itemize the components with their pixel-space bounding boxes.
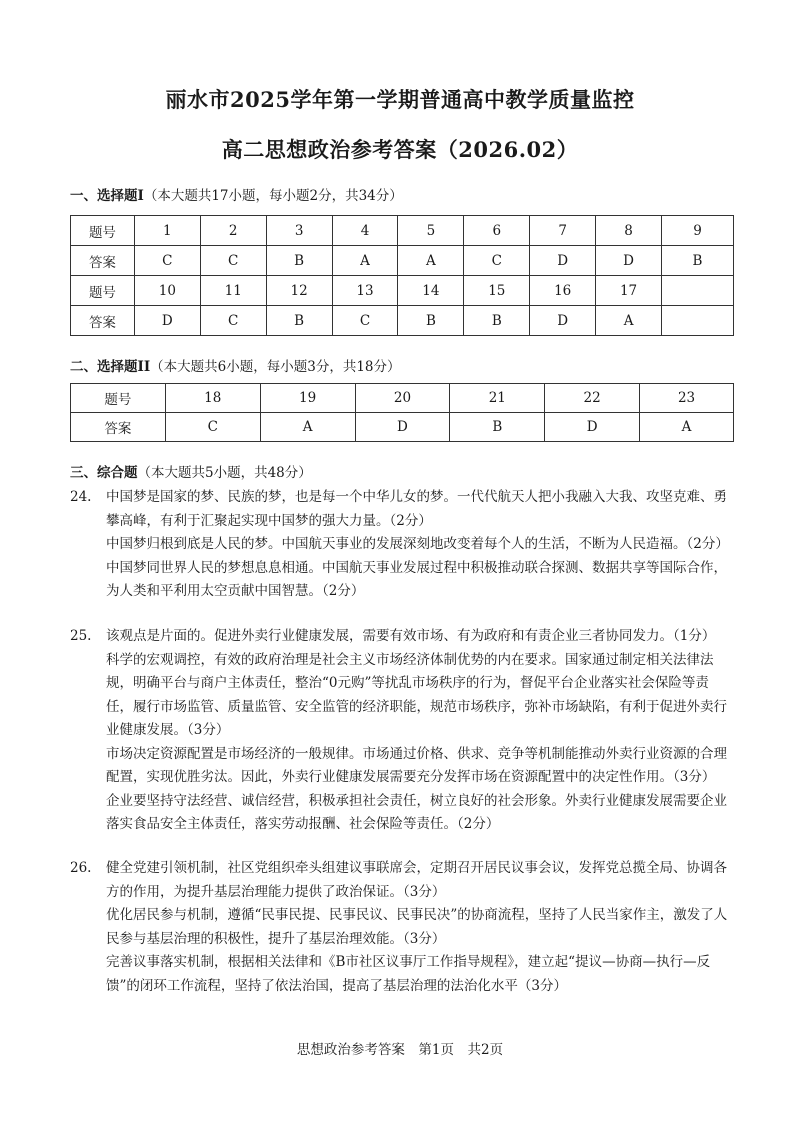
question-number: 25.	[70, 628, 92, 644]
table-cell: B	[450, 413, 545, 442]
table-cell: C	[165, 413, 260, 442]
question-26	[70, 857, 735, 998]
table-cell: 20	[355, 384, 450, 413]
table-cell: 4	[332, 216, 398, 246]
row-header-cell: 题号	[71, 276, 135, 306]
section-1-desc: （本大题共17小题，每小题2分，共34分）	[143, 188, 403, 204]
row-header-cell: 题号	[71, 384, 166, 413]
answer-paragraph: 中国梦同世界人民的梦想息息相通。中国航天事业发展过程中积极推动联合探测、数据共享等国际合作，为人类和平利用太空贡献中国智慧。（2分）	[106, 559, 727, 599]
table-cell: 19	[260, 384, 355, 413]
document-subtitle: 高二思想政治参考答案（2026.02）	[221, 137, 579, 162]
answer-paragraph: 完善议事落实机制，根据相关法律和《B市社区议事厅工作指导规程》，建立起“提议—协商—执行—反馈”的闭环工作流程，坚持了依法治国，提高了基层治理的法治化水平（3分）	[106, 954, 711, 994]
table-cell: A	[332, 246, 398, 276]
table-cell: C	[464, 246, 530, 276]
table-cell: B	[266, 246, 332, 276]
table-cell: 17	[596, 276, 662, 306]
table-cell: A	[398, 246, 464, 276]
table-cell: B	[266, 306, 332, 336]
table-cell: A	[596, 306, 662, 336]
answer-paragraph: 企业要坚持守法经营、诚信经营，积极承担社会责任，树立良好的社会形象。外卖行业健康发展需要企业落实食品安全主体责任，落实劳动报酬、社会保险等责任。（2分）	[106, 792, 727, 832]
table-cell: C	[200, 246, 266, 276]
table-cell: 15	[464, 276, 530, 306]
table-cell: D	[596, 246, 662, 276]
table-cell: D	[545, 413, 640, 442]
table-cell: 14	[398, 276, 464, 306]
question-number: 26.	[70, 860, 92, 876]
table-cell: B	[464, 306, 530, 336]
table-row	[71, 216, 734, 246]
section-3-heading	[70, 461, 312, 481]
table-row	[71, 384, 734, 413]
table-cell: 21	[450, 384, 545, 413]
answer-paragraph: 市场决定资源配置是市场经济的一般规律。市场通过价格、供求、竞争等机制能推动外卖行业资源的合理配置，实现优胜劣汰。因此，外卖行业健康发展需要充分发挥市场在资源配置中的决定性作用。（3分）	[106, 745, 727, 785]
row-header-cell: 题号	[71, 216, 135, 246]
table-row	[71, 306, 734, 336]
answer-paragraph: 中国梦归根到底是人民的梦。中国航天事业的发展深刻地改变着每个人的生活，不断为人民造福。（2分）	[106, 536, 729, 552]
section-2-desc: （本大题共6小题，每小题3分，共18分）	[150, 359, 401, 375]
table-cell: 1	[134, 216, 200, 246]
table-cell: C	[134, 246, 200, 276]
table-cell: 10	[134, 276, 200, 306]
table-cell: D	[355, 413, 450, 442]
answer-paragraph: 中国梦是国家的梦、民族的梦，也是每一个中华儿女的梦。一代代航天人把小我融入大我、攻坚克难、勇攀高峰，有利于汇聚起实现中国梦的强大力量。（2分）	[106, 489, 727, 529]
table-cell: 11	[200, 276, 266, 306]
table-cell: C	[332, 306, 398, 336]
answer-paragraph: 优化居民参与机制，遵循“民事民提、民事民议、民事民决”的协商流程，坚持了人民当家作主，激发了人民参与基层治理的积极性，提升了基层治理效能。（3分）	[106, 907, 728, 947]
table-cell: 18	[165, 384, 260, 413]
row-header-cell: 答案	[71, 306, 135, 336]
table-cell: 13	[332, 276, 398, 306]
table-cell: D	[134, 306, 200, 336]
answer-paragraph: 该观点是片面的。促进外卖行业健康发展，需要有效市场、有为政府和有责企业三者协同发力。（1分）	[106, 628, 716, 644]
table-cell	[662, 276, 734, 306]
document-title: 丽水市2025学年第一学期普通高中教学质量监控	[165, 87, 635, 112]
table-cell: 16	[530, 276, 596, 306]
table-row	[71, 246, 734, 276]
section-2-heading	[70, 355, 401, 375]
answer-table-2	[70, 383, 734, 442]
table-cell: 23	[640, 384, 734, 413]
table-cell: B	[398, 306, 464, 336]
row-header-cell: 答案	[71, 413, 166, 442]
answer-paragraph: 健全党建引领机制，社区党组织牵头组建议事联席会，定期召开居民议事会议，发挥党总揽全局、协调各方的作用，为提升基层治理能力提供了政治保证。（3分）	[106, 860, 727, 900]
question-24	[70, 486, 735, 604]
answer-table-1	[70, 215, 734, 336]
page-footer: 思想政治参考答案 第1页 共2页	[296, 1042, 504, 1058]
table-cell: D	[530, 246, 596, 276]
section-1-title: 一、选择题I	[70, 188, 144, 204]
table-cell: 6	[464, 216, 530, 246]
table-row	[71, 413, 734, 442]
table-cell: 5	[398, 216, 464, 246]
section-2-title: 二、选择题II	[70, 359, 151, 375]
row-header-cell: 答案	[71, 246, 135, 276]
answer-paragraph: 科学的宏观调控，有效的政府治理是社会主义市场经济体制优势的内在要求。国家通过制定相关法律法规，明确平台与商户主体责任，整治“0元购”等扰乱市场秩序的行为，督促平台企业落实社会保险等责任，履行市场监管、质量监管、安全监管的经济职能，规范市场秩序，弥补市场缺陷，有利于促进外卖行业健康发展。（3分）	[106, 651, 727, 738]
table-cell: B	[662, 246, 734, 276]
table-cell: 3	[266, 216, 332, 246]
table-cell: 9	[662, 216, 734, 246]
table-cell: D	[530, 306, 596, 336]
question-25	[70, 625, 735, 837]
question-number: 24.	[70, 489, 92, 505]
section-3-title: 三、综合题	[70, 465, 138, 481]
table-cell: C	[200, 306, 266, 336]
section-3-desc: （本大题共5小题，共48分）	[137, 465, 312, 481]
table-cell	[662, 306, 734, 336]
table-cell: 7	[530, 216, 596, 246]
table-cell: 2	[200, 216, 266, 246]
section-1-heading	[70, 184, 403, 204]
table-row	[71, 276, 734, 306]
table-cell: A	[260, 413, 355, 442]
table-cell: A	[640, 413, 734, 442]
table-cell: 12	[266, 276, 332, 306]
table-cell: 8	[596, 216, 662, 246]
table-cell: 22	[545, 384, 640, 413]
